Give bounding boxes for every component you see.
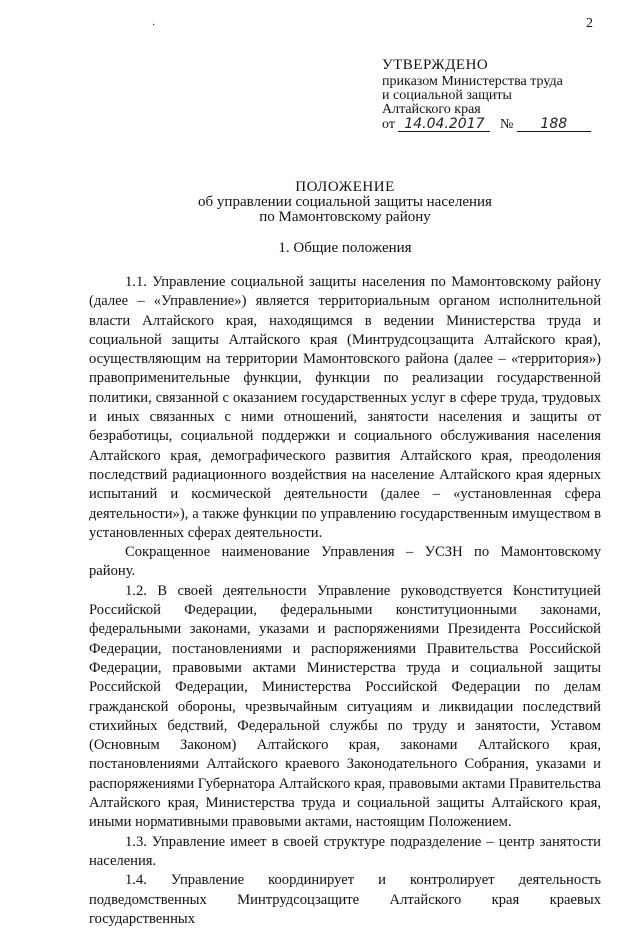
page-number: 2 (586, 16, 593, 31)
approval-line-1: приказом Министерства труда (382, 74, 563, 89)
section-title: 1. Общие положения (278, 240, 412, 256)
approval-line-3: Алтайского края (382, 102, 481, 117)
approval-stamp (382, 58, 622, 132)
page-dot-mark: · (152, 20, 156, 31)
paragraph-1-2: 1.2. В своей деятельности Управление руководствуется Конституцией Российской Федерации, федеральными конституционными законами, федеральными законами, указами и распоряжениями Президента Российской Федерации, постановлениями и распоряжениями Правительства Российской Федерации, правовыми актами Министерства труда и социальной защиты Российской Федерации, Министерства Российской Федерации по делам гражданской обороны, чрезвычайным ситуациям и ликвидации последствий стихийных бедствий, Федеральной службы по труду и занятости, Уставом (Основным Законом) Алтайского края, законами Алтайского края, постановлениями Алтайского краевого Законодательного Собрания, указами и распоряжениями Губернатора Алтайского края, правовыми актами Правительства Алтайского края, Министерства труда и социальной защиты Алтайского края, иными нормативными правовыми актами, настоящим Положением. (89, 582, 601, 831)
document-body (89, 268, 601, 929)
date-prefix: от (382, 117, 395, 132)
paragraph-short-name: Сокращенное наименование Управления – УСЗН по Мамонтовскому району. (89, 544, 601, 580)
paragraph-1-4: 1.4. Управление координирует и контролирует деятельность подведомственных Минтрудсоцзащите Алтайского края краевых государственных (89, 872, 601, 927)
order-number: 188 (517, 117, 591, 132)
document-heading (150, 180, 540, 225)
document-subtitle-line-2: по Мамонтовскому району (259, 209, 431, 225)
approval-date-line (382, 117, 622, 132)
order-date: 14.04.2017 (398, 117, 490, 132)
paragraph-1-3: 1.3. Управление имеет в своей структуре подразделение – центр занятости населения. (89, 833, 601, 869)
number-prefix: № (499, 117, 514, 132)
approval-title: УТВЕРЖДЕНО (382, 57, 489, 73)
document-title: ПОЛОЖЕНИЕ (295, 179, 395, 195)
document-subtitle-line-1: об управлении социальной защиты населения (198, 194, 492, 210)
approval-line-2: и социальной защиты (382, 88, 512, 103)
paragraph-1-1: 1.1. Управление социальной защиты населения по Мамонтовскому району (далее – «Управление») является территориальным органом исполнительной власти Алтайского края, находящимся в ведении Министерства труда и социальной защиты Алтайского края (Минтрудсоцзащита Алтайского края), осуществляющим на территории Мамонтовского района (далее – «территория») правоприменительные функции, функции по реализации государственной политики, связанной с оказанием государственных услуг в сфере труда, трудовых и иных связанных с ними отношений, занятости населения и защиты от безработицы, социальной поддержки и социального обслуживания населения Алтайского края, демографического развития Алтайского края, преодоления последствий радиационного воздействия на население Алтайского края ядерных испытаний и космической деятельности (далее – «установленная сфера деятельности»), а также функции по управлению государственным имуществом в установленных сферах деятельности. (89, 274, 601, 541)
